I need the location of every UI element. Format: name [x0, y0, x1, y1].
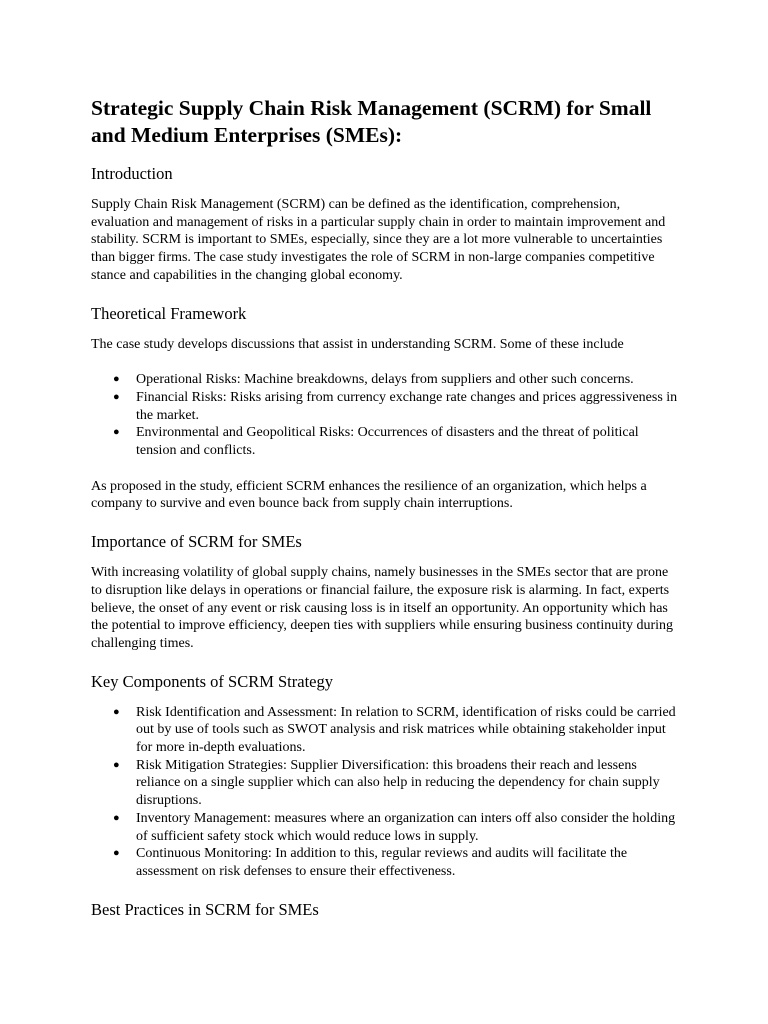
- bullet-icon: ●: [113, 390, 120, 403]
- document-title: Strategic Supply Chain Risk Management (SCRM) for Small and Medium Enterprises (SMEs):: [91, 96, 652, 147]
- bullet-icon: ●: [113, 847, 120, 860]
- risk-types-list: [91, 371, 680, 460]
- list-item-text: Financial Risks: Risks arising from currency exchange rate changes and prices aggressiveness in the market.: [136, 389, 678, 423]
- list-item: [91, 845, 680, 880]
- bullet-icon: ●: [113, 758, 120, 771]
- list-item: [91, 810, 680, 845]
- section-heading-best-practices: Best Practices in SCRM for SMEs: [91, 899, 319, 919]
- bullet-icon: ●: [113, 705, 120, 718]
- list-item: [91, 389, 680, 424]
- section-heading-theoretical-framework: Theoretical Framework: [91, 303, 247, 323]
- theoretical-framework-intro: The case study develops discussions that assist in understanding SCRM. Some of these include: [91, 336, 624, 352]
- introduction-paragraph: Supply Chain Risk Management (SCRM) can be defined as the identification, comprehension, evaluation and management of risks in a particular supply chain in order to maintain improvement and stability. SCRM is important to SMEs, especially, since they are a lot more vulnerable to uncertainties than bigger firms. The case study investigates the role of SCRM in non-large companies competitive stance and capabilities in the changing global economy.: [91, 197, 666, 283]
- list-item: [91, 704, 680, 757]
- bullet-icon: ●: [113, 373, 120, 386]
- section-heading-introduction: Introduction: [91, 164, 173, 183]
- bullet-icon: ●: [113, 811, 120, 824]
- section-heading-key-components: Key Components of SCRM Strategy: [91, 671, 333, 691]
- list-item-text: Inventory Management: measures where an organization can inters off also consider the holding of sufficient safety stock which would reduce lows in supply.: [136, 810, 676, 844]
- theoretical-framework-closing: As proposed in the study, efficient SCRM enhances the resilience of an organization, which helps a company to survive and even bounce back from supply chain interruptions.: [91, 478, 647, 512]
- list-item-text: Continuous Monitoring: In addition to this, regular reviews and audits will facilitate the assessment on risk defenses to ensure their effectiveness.: [136, 846, 628, 879]
- list-item-text: Risk Mitigation Strategies: Supplier Diversification: this broadens their reach and lessens reliance on a single supplier which can also help in reducing the dependency for chain supply disruptions.: [136, 757, 660, 809]
- list-item: [91, 757, 680, 810]
- importance-paragraph: With increasing volatility of global supply chains, namely businesses in the SMEs sector that are prone to disruption like delays in operations or financial failure, the exposure risk is alarming. In fact, experts believe, the onset of any event or risk causing loss is in itself an opportunity. An opportunity which has the potential to improve efficiency, deepen ties with suppliers while ensuring business continuity during challenging times.: [91, 565, 674, 651]
- bullet-icon: ●: [113, 426, 120, 439]
- key-components-list: [91, 704, 680, 881]
- list-item: [91, 424, 680, 459]
- list-item-text: Environmental and Geopolitical Risks: Occurrences of disasters and the threat of political tension and conflicts.: [136, 425, 639, 459]
- list-item-text: Operational Risks: Machine breakdowns, delays from suppliers and other such concerns.: [136, 372, 634, 388]
- section-heading-importance: Importance of SCRM for SMEs: [91, 532, 302, 552]
- list-item: [91, 371, 680, 389]
- list-item-text: Risk Identification and Assessment: In relation to SCRM, identification of risks could be carried out by use of tools such as SWOT analysis and risk matrices while obtaining stakeholder input for more in-depth evaluations.: [136, 704, 676, 756]
